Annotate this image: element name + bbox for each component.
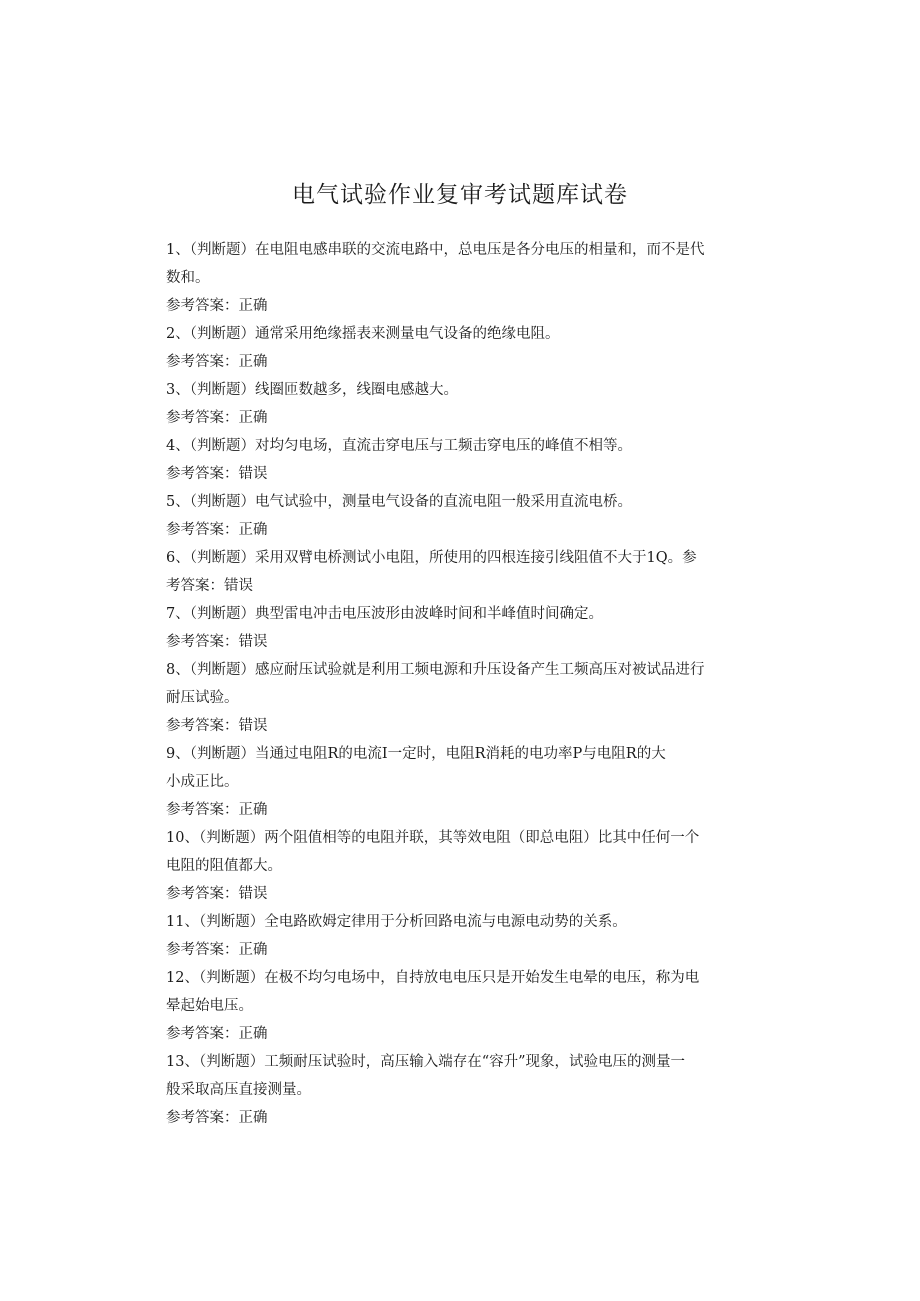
question-item: [166, 236, 750, 320]
question-text: 1、（判断题）在电阻电感串联的交流电路中，总电压是各分电压的相量和，而不是代: [166, 242, 705, 258]
reference-answer: 参考答案：错误: [166, 886, 268, 902]
question-text: 12、（判断题）在极不均匀电场中，自持放电电压只是开始发生电晕的电压，称为电: [166, 970, 700, 986]
question-text: 6、（判断题）采用双臂电桥测试小电阻，所使用的四根连接引线阻值不大于1Q。参: [166, 550, 697, 566]
question-item: [166, 908, 750, 964]
question-item: [166, 544, 750, 600]
reference-answer: 参考答案：正确: [166, 1026, 268, 1042]
question-list: [166, 236, 750, 1132]
question-item: [166, 824, 750, 908]
reference-answer: 参考答案：错误: [166, 634, 268, 650]
question-text: 数和。: [166, 270, 210, 286]
question-text: 电阻的阻值都大。: [166, 858, 282, 874]
question-text: 7、（判断题）典型雷电冲击电压波形由波峰时间和半峰值时间确定。: [166, 606, 603, 622]
question-item: [166, 964, 750, 1048]
question-text: 13、（判断题）工频耐压试验时，高压输入端存在“容升”现象，试验电压的测量一: [166, 1054, 686, 1070]
question-item: [166, 320, 750, 376]
reference-answer: 参考答案：正确: [166, 298, 268, 314]
question-text: 10、（判断题）两个阻值相等的电阻并联，其等效电阻（即总电阻）比其中任何一个: [166, 830, 700, 846]
reference-answer: 考答案：错误: [166, 578, 253, 594]
question-item: [166, 488, 750, 544]
document-title: 电气试验作业复审考试题库试卷: [292, 182, 628, 208]
reference-answer: 参考答案：正确: [166, 410, 268, 426]
reference-answer: 参考答案：正确: [166, 1110, 268, 1126]
reference-answer: 参考答案：正确: [166, 942, 268, 958]
question-item: [166, 600, 750, 656]
question-item: [166, 432, 750, 488]
reference-answer: 参考答案：正确: [166, 522, 268, 538]
reference-answer: 参考答案：正确: [166, 802, 268, 818]
question-item: [166, 740, 750, 824]
question-item: [166, 376, 750, 432]
question-text: 耐压试验。: [166, 690, 239, 706]
question-text: 3、（判断题）线圈匝数越多，线圈电感越大。: [166, 382, 458, 398]
question-text: 5、（判断题）电气试验中，测量电气设备的直流电阻一般采用直流电桥。: [166, 494, 632, 510]
question-text: 小成正比。: [166, 774, 239, 790]
reference-answer: 参考答案：正确: [166, 354, 268, 370]
question-text: 4、（判断题）对均匀电场，直流击穿电压与工频击穿电压的峰值不相等。: [166, 438, 632, 454]
question-item: [166, 656, 750, 740]
question-text: 11、（判断题）全电路欧姆定律用于分析回路电流与电源电动势的关系。: [166, 914, 627, 930]
question-text: 8、（判断题）感应耐压试验就是利用工频电源和升压设备产生工频高压对被试品进行: [166, 662, 705, 678]
reference-answer: 参考答案：错误: [166, 718, 268, 734]
reference-answer: 参考答案：错误: [166, 466, 268, 482]
question-text: 般采取高压直接测量。: [166, 1082, 311, 1098]
question-item: [166, 1048, 750, 1132]
question-text: 晕起始电压。: [166, 998, 253, 1014]
question-text: 9、（判断题）当通过电阻R的电流I一定时，电阻R消耗的电功率P与电阻R的大: [166, 746, 666, 762]
question-text: 2、（判断题）通常采用绝缘摇表来测量电气设备的绝缘电阻。: [166, 326, 560, 342]
